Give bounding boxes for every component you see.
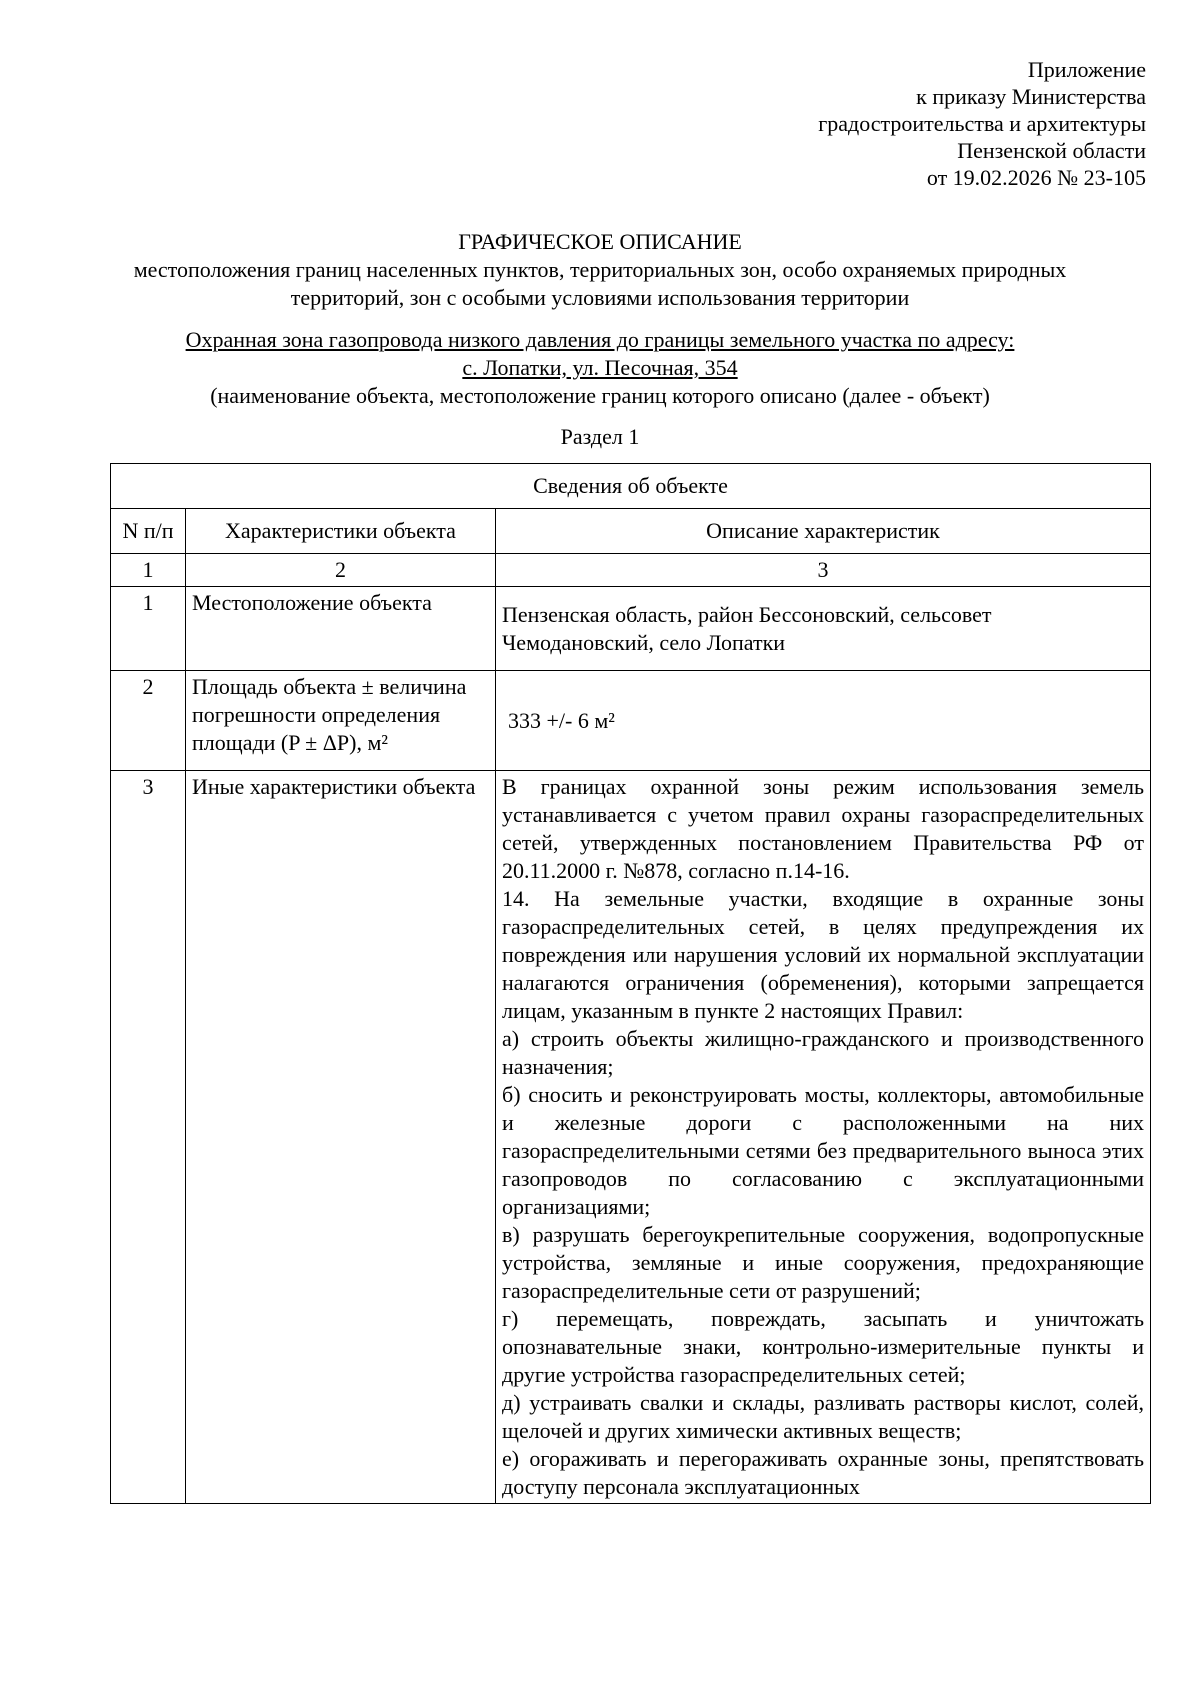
approval-line: Приложение [1027, 57, 1146, 82]
row-characteristic: Местоположение объекта [186, 587, 496, 671]
approval-date-number: от 19.02.2026 № 23-105 [926, 165, 1146, 190]
approval-line: к приказу Министерства [916, 84, 1146, 109]
header-number: N п/п [111, 509, 186, 554]
row-number: 3 [111, 771, 186, 1504]
description-paragraph: 14. На земельные участки, входящие в охранные зоны газораспределительных сетей, в целях предупреждения их повреждения или нарушения условий их нормальной эксплуатации налагаются ограничения (обременения), которыми запрещается лицам, указанным в пункте 2 настоящих Правил: [502, 886, 1144, 1023]
table-caption: Сведения об объекте [111, 464, 1151, 509]
object-name-block [60, 326, 1140, 410]
description-paragraph: е) огораживать и перегораживать охранные зоны, препятствовать доступу персонала эксплуатационных [502, 1446, 1144, 1499]
description-paragraph: В границах охранной зоны режим использования земель устанавливается с учетом правил охраны газораспределительных сетей, утвержденных постановлением Правительства РФ от 20.11.2000 г. №878, согласно п.14-16. [502, 774, 1144, 883]
header-description: Описание характеристик [496, 509, 1151, 554]
approval-line: Пензенской области [957, 138, 1146, 163]
column-number: 1 [111, 554, 186, 587]
row-description [496, 771, 1151, 1504]
row-characteristic: Иные характеристики объекта [186, 771, 496, 1504]
description-paragraph: д) устраивать свалки и склады, разливать растворы кислот, солей, щелочей и других химически активных веществ; [502, 1390, 1144, 1443]
object-name-line: Охранная зона газопровода низкого давления до границы земельного участка по адресу: [185, 327, 1015, 352]
document-title: ГРАФИЧЕСКОЕ ОПИСАНИЕ [458, 229, 742, 254]
row-characteristic: Площадь объекта ± величина погрешности определения площади (P ± ΔP), м² [186, 671, 496, 771]
section-title: Раздел 1 [560, 424, 640, 449]
document-subtitle-line: территорий, зон с особыми условиями использования территории [290, 285, 910, 310]
description-paragraph: в) разрушать берегоукрепительные сооружения, водопропускные устройства, земляные и иные сооружения, предохраняющие газораспределительные сети от разрушений; [502, 1222, 1144, 1303]
column-number: 3 [496, 554, 1151, 587]
approval-block [526, 56, 1146, 191]
row-number: 2 [111, 671, 186, 771]
column-number: 2 [186, 554, 496, 587]
description-paragraph: а) строить объекты жилищно-гражданского и производственного назначения; [502, 1026, 1144, 1079]
document-heading [60, 228, 1140, 312]
object-address-line: с. Лопатки, ул. Песочная, 354 [462, 355, 738, 380]
object-info-table [110, 463, 1151, 1504]
object-name-hint: (наименование объекта, местоположение границ которого описано (далее - объект) [210, 383, 990, 408]
approval-line: градостроительства и архитектуры [818, 111, 1146, 136]
description-paragraph: г) перемещать, повреждать, засыпать и уничтожать опознавательные знаки, контрольно-измерительные пункты и другие устройства газораспределительных сетей; [502, 1306, 1144, 1387]
description-paragraph: б) сносить и реконструировать мосты, коллекторы, автомобильные и железные дороги с расположенными на них газораспределительными сетями без предварительного выноса этих газопроводов по согласованию с эксплуатационными организациями; [502, 1082, 1144, 1219]
row-number: 1 [111, 587, 186, 671]
header-characteristic: Характеристики объекта [186, 509, 496, 554]
document-subtitle-line: местоположения границ населенных пунктов, территориальных зон, особо охраняемых природных [133, 257, 1067, 282]
row-description: Пензенская область, район Бессоновский, сельсовет Чемодановский, село Лопатки [496, 587, 1151, 671]
row-description: 333 +/- 6 м² [496, 671, 1151, 771]
